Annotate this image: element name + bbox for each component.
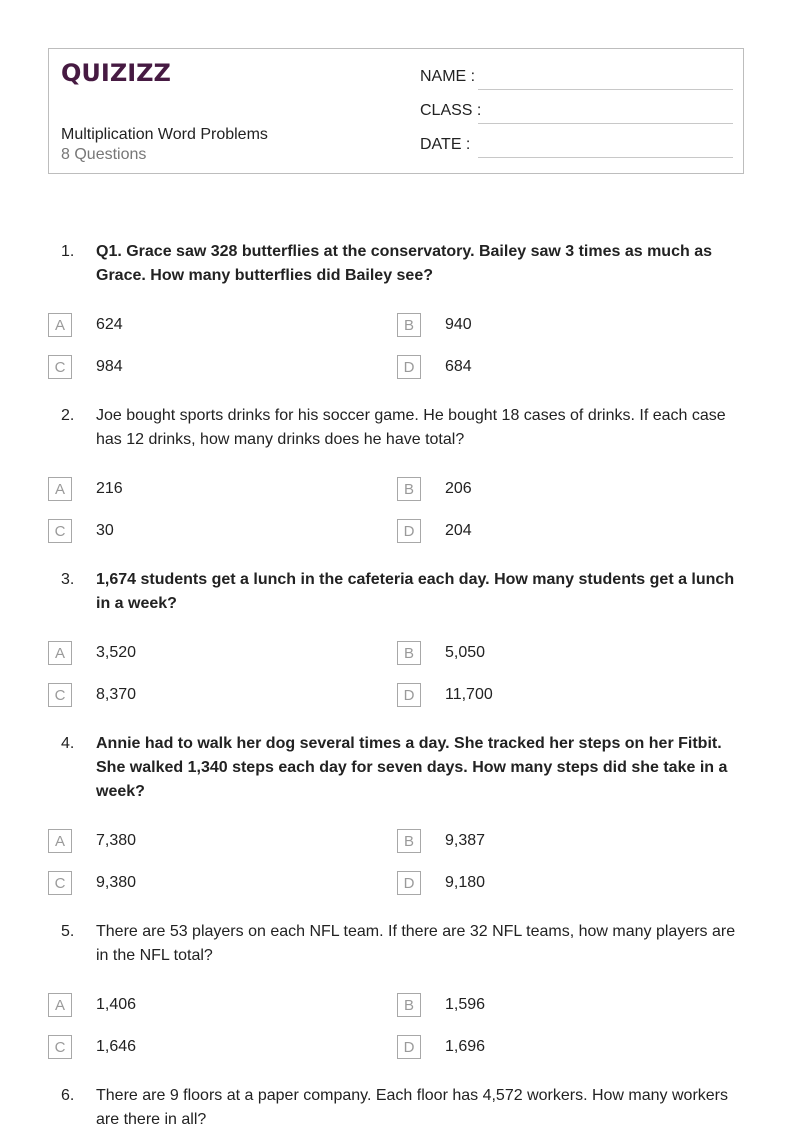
option-letter-box: A <box>48 313 72 337</box>
option-value: 11,700 <box>445 686 493 703</box>
worksheet-title: Multiplication Word Problems <box>61 126 268 143</box>
option-value: 940 <box>445 316 472 333</box>
name-label: NAME : <box>420 68 476 85</box>
option-letter-box: B <box>397 641 421 665</box>
option-value: 30 <box>96 522 114 539</box>
class-label: CLASS : <box>420 102 482 119</box>
option-value: 9,387 <box>445 832 486 849</box>
option-letter-box: A <box>48 477 72 501</box>
option-value: 8,370 <box>96 686 137 703</box>
question-number: 4. <box>61 735 75 752</box>
option-value: 206 <box>445 480 472 497</box>
question-text: Annie had to walk her dog several times a day. She tracked her steps on her Fitbit. She walked 1,340 steps each day for seven days. How many steps did she take in a week? <box>96 735 728 800</box>
option-letter-box: A <box>48 641 72 665</box>
option-letter-box: D <box>397 1035 421 1059</box>
option-letter-box: B <box>397 993 421 1017</box>
question-number: 6. <box>61 1087 75 1104</box>
name-line <box>478 89 733 90</box>
question-number: 2. <box>61 407 75 424</box>
quizizz-logo: QUIZIZZ <box>61 59 171 87</box>
option-letter-box: A <box>48 993 72 1017</box>
option-letter-box: C <box>48 1035 72 1059</box>
question-number: 1. <box>61 243 75 260</box>
option-value: 624 <box>96 316 123 333</box>
option-value: 984 <box>96 358 123 375</box>
option-value: 7,380 <box>96 832 137 849</box>
option-letter-box: C <box>48 683 72 707</box>
option-letter-box: D <box>397 519 421 543</box>
option-value: 9,380 <box>96 874 137 891</box>
question-count: 8 Questions <box>61 146 147 163</box>
option-letter-box: D <box>397 683 421 707</box>
option-letter-box: B <box>397 829 421 853</box>
option-letter-box: B <box>397 477 421 501</box>
option-value: 1,696 <box>445 1038 486 1055</box>
option-value: 204 <box>445 522 472 539</box>
option-value: 3,520 <box>96 644 137 661</box>
option-letter-box: B <box>397 313 421 337</box>
option-value: 1,406 <box>96 996 137 1013</box>
question-text: Q1. Grace saw 328 butterflies at the conservatory. Bailey saw 3 times as much as Grace. How many butterflies did Bailey see? <box>96 243 712 284</box>
option-value: 1,646 <box>96 1038 137 1055</box>
option-letter-box: C <box>48 519 72 543</box>
date-label: DATE : <box>420 136 471 153</box>
question-text: There are 9 floors at a paper company. Each floor has 4,572 workers. How many workers are there in all? <box>96 1087 728 1128</box>
question-text: 1,674 students get a lunch in the cafeteria each day. How many students get a lunch in a week? <box>96 571 735 612</box>
option-letter-box: D <box>397 871 421 895</box>
question-number: 3. <box>61 571 75 588</box>
date-line <box>478 157 733 158</box>
option-value: 5,050 <box>445 644 486 661</box>
question-number: 5. <box>61 923 75 940</box>
worksheet-header <box>48 48 744 174</box>
option-value: 684 <box>445 358 472 375</box>
question-text: There are 53 players on each NFL team. If there are 32 NFL teams, how many players are in the NFL total? <box>96 923 736 964</box>
option-letter-box: A <box>48 829 72 853</box>
option-value: 216 <box>96 480 123 497</box>
option-letter-box: C <box>48 355 72 379</box>
option-letter-box: D <box>397 355 421 379</box>
question-text: Joe bought sports drinks for his soccer game. He bought 18 cases of drinks. If each case has 12 drinks, how many drinks does he have total? <box>96 407 726 448</box>
option-value: 1,596 <box>445 996 486 1013</box>
class-line <box>478 123 733 124</box>
option-letter-box: C <box>48 871 72 895</box>
option-value: 9,180 <box>445 874 486 891</box>
